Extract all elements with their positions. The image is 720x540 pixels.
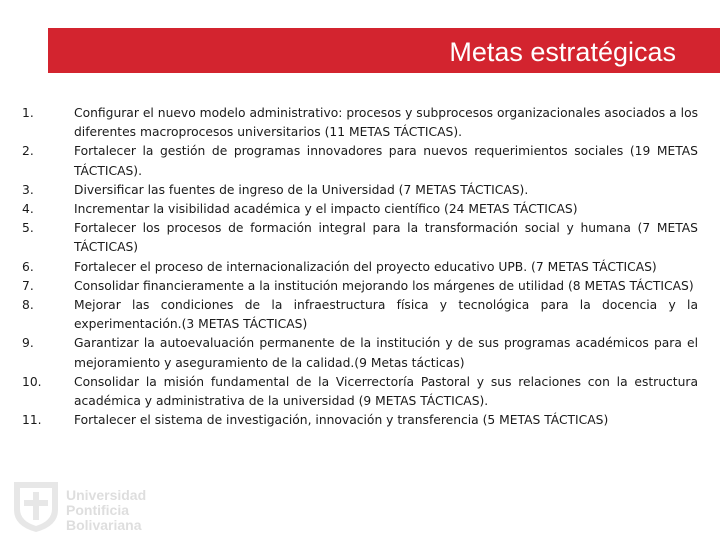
list-item	[22, 258, 698, 277]
item-number: 6.	[22, 259, 34, 274]
item-number: 3.	[22, 182, 34, 197]
university-name-line: Bolivariana	[66, 517, 142, 533]
item-number: 11.	[22, 413, 42, 428]
item-text: Diversificar las fuentes de ingreso de la Universidad (7 METAS TÁCTICAS).	[74, 182, 529, 197]
list-item	[22, 200, 698, 219]
item-number: 2.	[22, 144, 34, 159]
item-text: Fortalecer el proceso de internacionalización del proyecto educativo UPB. (7 METAS TÁCTICAS)	[74, 259, 657, 274]
list-item	[22, 296, 698, 334]
list-item	[22, 142, 698, 180]
item-number: 5.	[22, 221, 34, 236]
list-item	[22, 411, 698, 430]
item-text: Mejorar las condiciones de la infraestructura física y tecnológica para la docencia y la experimentación.(3 METAS TÁCTICAS)	[74, 298, 698, 332]
university-shield-logo-icon	[10, 476, 62, 534]
list-item	[22, 104, 698, 142]
item-number: 9.	[22, 336, 34, 351]
goals-list	[22, 104, 698, 430]
item-text: Configurar el nuevo modelo administrativo: procesos y subprocesos organizacionales asociados a los diferentes macroprocesos universitarios (11 METAS TÁCTICAS).	[74, 106, 698, 140]
item-text: Fortalecer el sistema de investigación, innovación y transferencia (5 METAS TÁCTICAS)	[74, 413, 609, 428]
item-number: 7.	[22, 278, 34, 293]
university-name	[66, 488, 146, 533]
item-number: 10.	[22, 374, 42, 389]
list-item	[22, 277, 698, 296]
item-number: 4.	[22, 202, 34, 217]
list-item	[22, 219, 698, 257]
university-name-line: Universidad	[66, 487, 147, 503]
item-text: Fortalecer los procesos de formación integral para la transformación social y humana (7 METAS TÁCTICAS)	[74, 221, 698, 255]
item-number: 8.	[22, 298, 34, 313]
university-name-line: Pontificia	[66, 502, 130, 518]
list-item	[22, 181, 698, 200]
list-item	[22, 373, 698, 411]
item-text: Fortalecer la gestión de programas innovadores para nuevos requerimientos sociales (19 METAS TÁCTICAS).	[74, 144, 698, 178]
item-number: 1.	[22, 106, 34, 120]
item-text: Incrementar la visibilidad académica y el impacto científico (24 METAS TÁCTICAS)	[74, 202, 578, 217]
item-text: Consolidar la misión fundamental de la Vicerrectoría Pastoral y sus relaciones con la estructura académica y administrativa de la universidad (9 METAS TÁCTICAS).	[74, 374, 698, 409]
university-watermark	[0, 462, 200, 540]
title-banner	[48, 28, 720, 73]
item-text: Consolidar financieramente a la institución mejorando los márgenes de utilidad (8 METAS TÁCTICAS)	[74, 278, 694, 293]
item-text: Garantizar la autoevaluación permanente de la institución y de sus programas académicos para el mejoramiento y aseguramiento de la calidad.(9 Metas tácticas)	[74, 336, 698, 370]
list-item	[22, 334, 698, 372]
page-title: Metas estratégicas	[449, 37, 676, 67]
